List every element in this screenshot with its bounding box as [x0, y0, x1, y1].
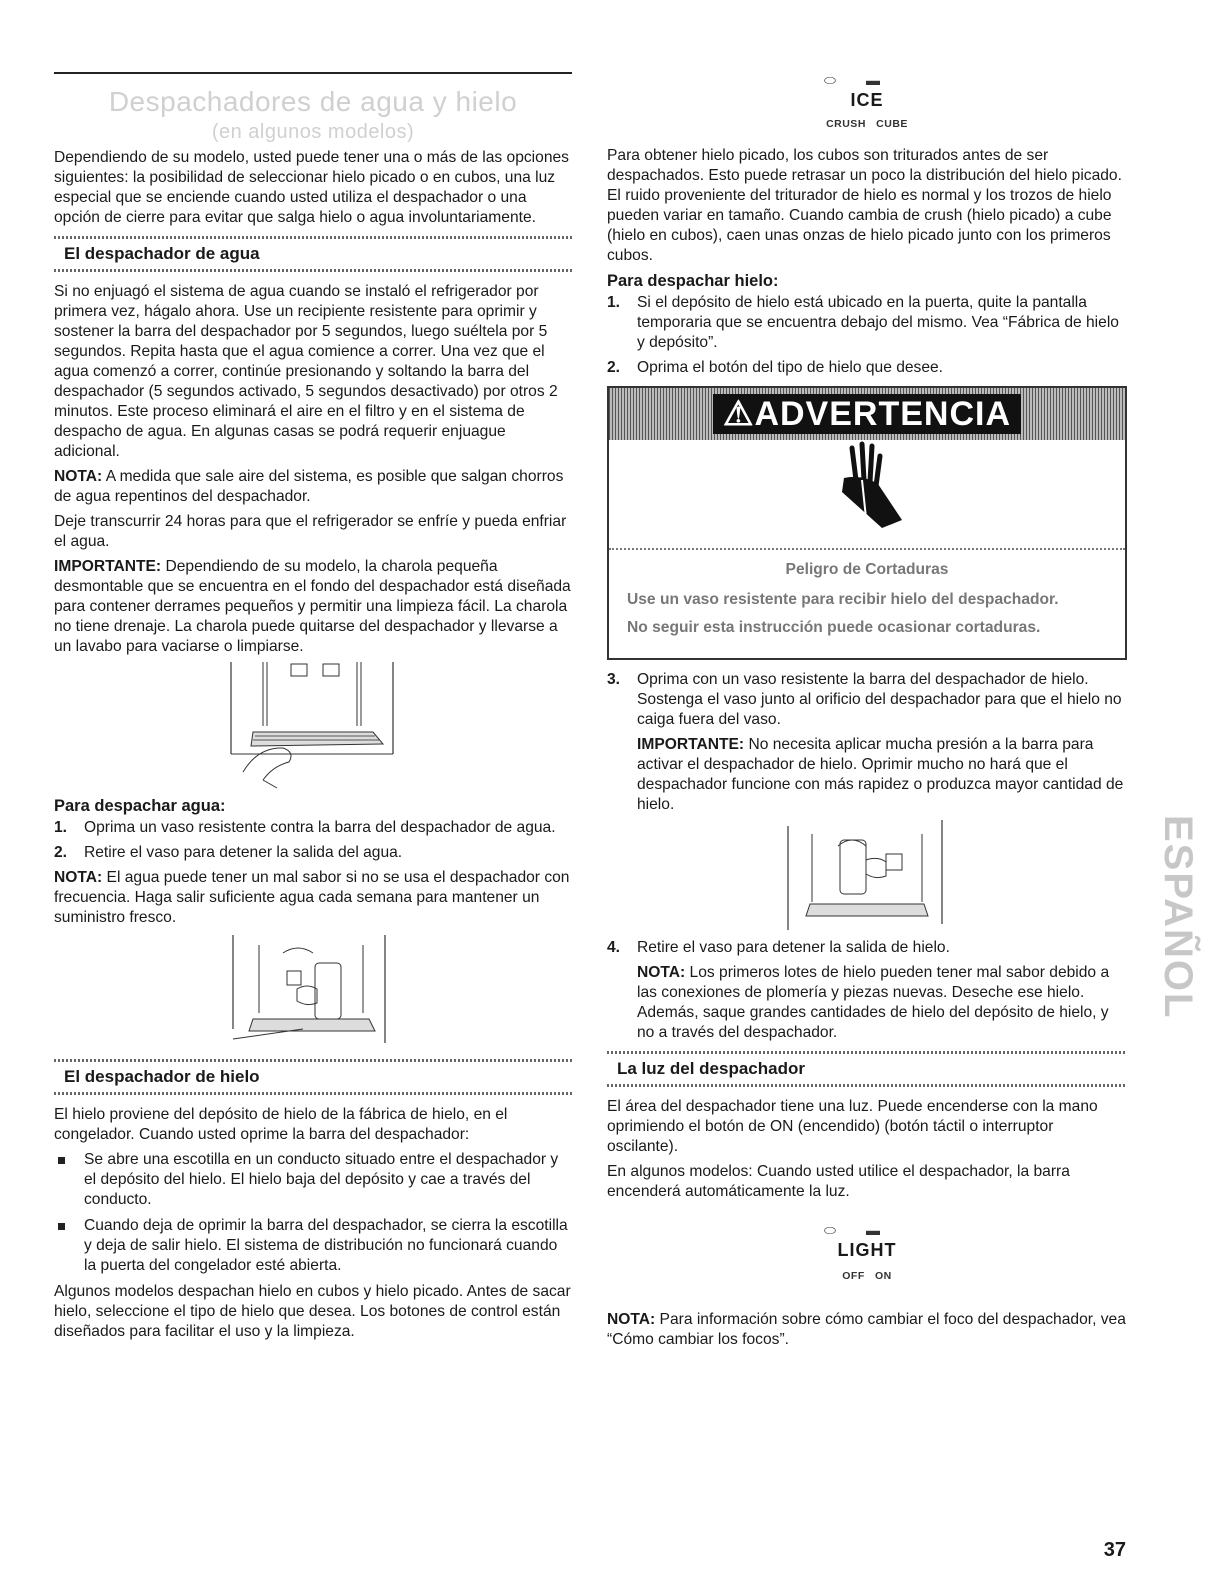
language-side-tab [1148, 815, 1198, 1055]
important-text: Dependiendo de su modelo, la charola pequeña desmontable que se encuentra en el fondo del despachador está diseñada para contener derrames pequeños y permitir una limpieza fácil. La charola no tiene drenaje. La charola puede quitarse del despachador y llevarse a un lavabo para vaciarse o limpiarse. [54, 558, 571, 655]
note-text: El agua puede tener un mal sabor si no se usa el despachador con frecuencia. Haga salir suficiente agua cada semana para mantener un suministro fresco. [54, 869, 570, 926]
light-paragraph-1: El área del despachador tiene una luz. Puede encenderse con la mano oprimiendo el botón de ON (encendido) (botón táctil o interruptor oscilante). [607, 1098, 1098, 1155]
water-important [54, 557, 572, 657]
note-label: NOTA: [637, 964, 686, 981]
ice-steps-final [607, 938, 1127, 1043]
note-text: Los primeros lotes de hielo pueden tener mal sabor debido a las conexiones de plomería y piezas nuevas. Deseche ese hielo. Además, saque grandes cantidades de hielo del depósito de hielo, y no a través del despachador. [637, 964, 1110, 1041]
step-text: Oprima un vaso resistente contra la barra del despachador de agua. [84, 819, 556, 836]
list-item: Cuando deja de oprimir la barra del despachador, se cierra la escotilla y deja de salir hielo. El sistema de distribución no funcionará cuando la puerta del congelador esté abierta. [54, 1216, 572, 1276]
crush-paragraph: Para obtener hielo picado, los cubos son triturados antes de ser despachados. Esto puede retrasar un poco la distribución del hielo picado. El ruido proveniente del triturador de hielo es normal y los trozos de hielo pueden variar en tamaño. Cuando cambia de crush (hielo picado) a cube (hielo en cubos), caen unas onzas de hielo picado junto con los primeros cubos. [607, 147, 1122, 264]
dispense-water-heading: Para despachar agua: [54, 797, 226, 815]
dispense-ice-heading: Para despachar hielo: [607, 272, 779, 290]
water-paragraph-3: Deje transcurrir 24 horas para que el refrigerador se enfríe y pueda enfriar el agua. [54, 513, 567, 550]
ice-paragraph-2: Algunos modelos despachan hielo en cubos y hielo picado. Antes de sacar hielo, seleccione el tipo de hielo que desea. Los botones de control están diseñados para facilitar el uso y la limpieza. [54, 1283, 571, 1340]
list-item [54, 843, 572, 863]
water-note [54, 467, 572, 507]
ice-important [637, 735, 1127, 815]
crush-button[interactable]: CRUSH [826, 118, 866, 130]
warning-triangle-icon: ⚠ [722, 395, 755, 433]
cut-hand-icon [822, 440, 912, 540]
list-item: Se abre una escotilla en un conducto situado entre el despachador y el depósito del hielo. El hielo baja del depósito y cae a través del conducto. [54, 1150, 572, 1210]
important-label: IMPORTANTE: [637, 736, 745, 753]
hazard-title: Peligro de Cortaduras [785, 561, 949, 578]
water-steps [54, 818, 572, 863]
ice-options [607, 114, 1127, 134]
step-text: Retire el vaso para detener la salida de hielo. [637, 939, 950, 956]
control-icons [607, 70, 1127, 90]
warning-header [609, 388, 1125, 440]
language-tab-text: ESPAÑOL [1156, 815, 1200, 1020]
step-number: 2. [607, 359, 621, 376]
oval-icon: ⬭ [824, 1222, 866, 1238]
warning-box [607, 386, 1127, 660]
step-number: 2. [54, 844, 68, 861]
water-note-2 [54, 868, 572, 928]
page-subtitle: (en algunos modelos) [211, 121, 415, 143]
ice-steps [607, 293, 1127, 378]
step-number: 4. [607, 939, 621, 956]
ice-label: ICE [850, 90, 884, 110]
dash-icon: ▬ [865, 72, 910, 88]
ice-glass-illustration [782, 820, 952, 932]
light-control-panel [607, 1220, 1127, 1286]
off-button[interactable]: OFF [842, 1270, 865, 1282]
step-text: Retire el vaso para detener la salida del agua. [84, 844, 403, 861]
list-item [607, 670, 1127, 815]
light-note [607, 1310, 1127, 1350]
note-label: NOTA: [54, 869, 103, 886]
water-paragraph-1: Si no enjuagó el sistema de agua cuando se instaló el refrigerador por primera vez, hágalo ahora. Use un recipiente resistente para oprimir y sostener la barra del despachador por 5 segundos, luego suéltela por 5 segundos. Repita hasta que el agua comience a correr. Una vez que el agua comenzó a correr, continúe presionando y soltando la barra del despachador (5 segundos activado, 5 segundos desactivado) por otros 2 minutos. Este proceso eliminará el aire en el filtro y en el sistema de despacho de agua. En algunas casas se podrá requerir enjuague adicional. [54, 283, 558, 460]
left-column [54, 148, 572, 1347]
ice-paragraph-1: El hielo proviene del depósito de hielo de la fábrica de hielo, en el congelador. Cuando usted oprime la barra del despachador: [54, 1106, 508, 1143]
warning-title-text: ADVERTENCIA [754, 395, 1012, 433]
warning-title [713, 394, 1021, 434]
list-item [607, 938, 1127, 1043]
dash-icon: ▬ [865, 1222, 910, 1238]
list-item [607, 293, 1127, 353]
note-label: NOTA: [607, 1311, 656, 1328]
important-text: No necesita aplicar mucha presión a la barra para activar el despachador de hielo. Oprimir mucho no hará que el despachador funcione con más rapidez o produzca mayor cantidad de hielo. [637, 736, 1124, 813]
page-number: 37 [1103, 1539, 1126, 1561]
important-label: IMPORTANTE: [54, 558, 162, 575]
warning-image [609, 440, 1125, 550]
note-label: NOTA: [54, 468, 103, 485]
warning-body [609, 550, 1125, 658]
step-text: Si el depósito de hielo está ubicado en la puerta, quite la pantalla temporaria que se encuentra debajo del mismo. Vea “Fábrica de hielo y depósito”. [637, 294, 1119, 351]
light-label: LIGHT [837, 1240, 897, 1260]
step-text: Oprima con un vaso resistente la barra del despachador de hielo. Sostenga el vaso junto al orificio del despachador para que el hielo no caiga fuera del vaso. [637, 671, 1122, 728]
water-glass-illustration [223, 933, 403, 1053]
ice-control-panel [607, 70, 1127, 134]
light-paragraph-2: En algunos modelos: Cuando usted utilice el despachador, la barra encenderá automáticamente la luz. [607, 1163, 1070, 1200]
step-number: 3. [607, 671, 621, 688]
ice-note [637, 963, 1127, 1043]
warning-line-1: Use un vaso resistente para recibir hielo del despachador. [627, 591, 1059, 608]
cube-button[interactable]: CUBE [876, 118, 908, 130]
ice-bullets [54, 1150, 572, 1276]
tray-illustration [223, 662, 403, 790]
on-button[interactable]: ON [875, 1270, 892, 1282]
page-title: Despachadores de agua y hielo [108, 86, 518, 117]
intro-paragraph: Dependiendo de su modelo, usted puede tener una o más de las opciones siguientes: la posibilidad de seleccionar hielo picado o en cubos, una luz especial que se enciende cuando usted utiliza el despachador o una opción de cierre para evitar que salga hielo o agua involuntariamente. [54, 149, 569, 226]
oval-icon: ⬭ [824, 72, 866, 88]
list-item [607, 358, 1127, 378]
step-number: 1. [607, 294, 621, 311]
step-text: Oprima el botón del tipo de hielo que desee. [637, 359, 944, 376]
light-section-heading: La luz del despachador [607, 1051, 1127, 1087]
list-item [54, 818, 572, 838]
step-number: 1. [54, 819, 68, 836]
control-icons [607, 1220, 1127, 1240]
warning-line-2: No seguir esta instrucción puede ocasionar cortaduras. [627, 619, 1041, 636]
ice-steps-continued [607, 670, 1127, 815]
top-rule [54, 72, 572, 74]
note-text: A medida que sale aire del sistema, es posible que salgan chorros de agua repentinos del despachador. [54, 468, 564, 505]
ice-section-heading: El despachador de hielo [54, 1059, 572, 1095]
light-options [607, 1266, 1127, 1286]
water-section-heading: El despachador de agua [54, 236, 572, 272]
right-column [607, 70, 1127, 1355]
note-text: Para información sobre cómo cambiar el foco del despachador, vea “Cómo cambiar los focos”. [607, 1311, 1126, 1348]
